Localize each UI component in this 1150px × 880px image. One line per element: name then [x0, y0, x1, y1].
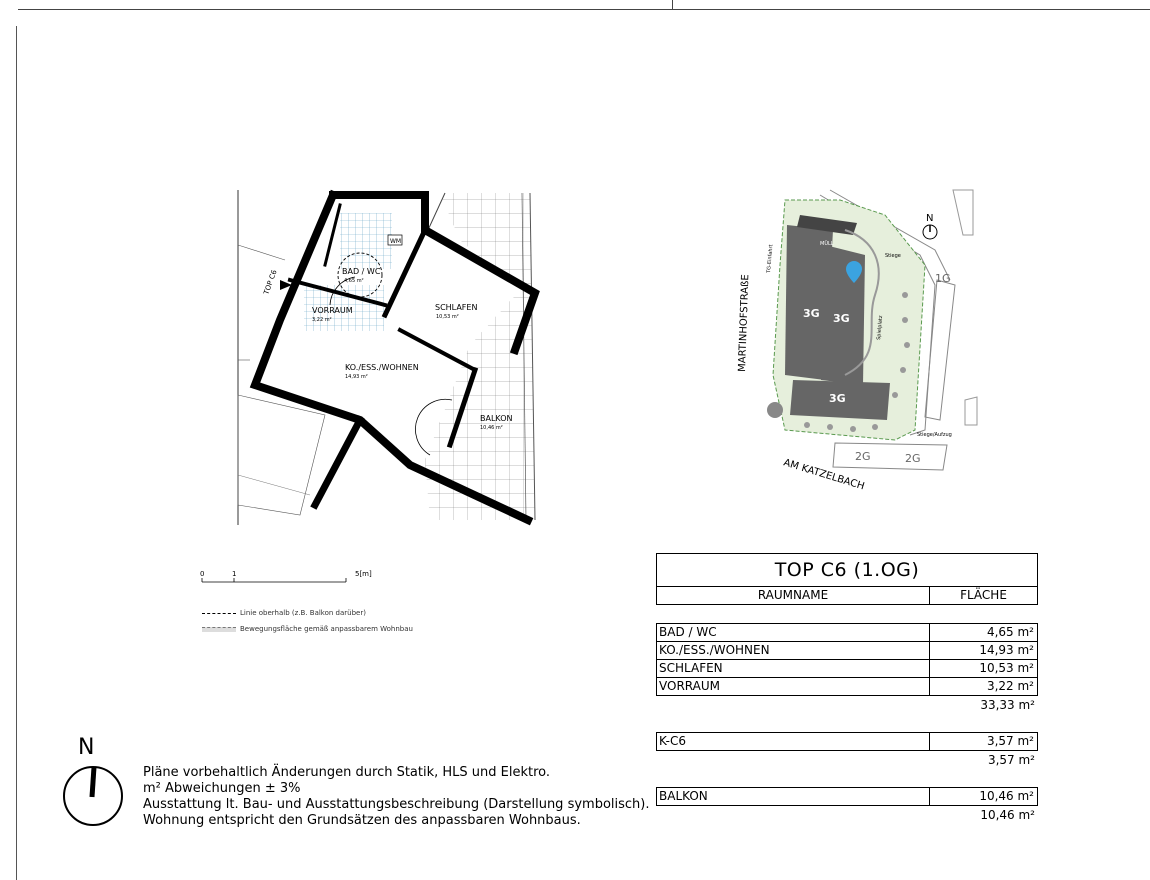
table-row: [656, 787, 1038, 806]
scale-tick-0: 0: [200, 570, 205, 578]
table-title: TOP C6 (1.OG): [656, 553, 1038, 587]
table-row: [656, 678, 1038, 696]
building-label-2g-a: 2G: [855, 450, 871, 463]
note-line: Ausstattung lt. Bau- und Ausstattungsbeschreibung (Darstellung symbolisch).: [143, 797, 650, 812]
room-area-bad: 4,65 m²: [344, 278, 364, 284]
table-header: [656, 587, 1038, 605]
room-name: VORRAUM: [657, 678, 930, 695]
table-row: [656, 732, 1038, 751]
scale-tick-5: 5[m]: [355, 570, 372, 578]
building-label-2g-b: 2G: [905, 452, 921, 465]
building-label-3g-south: 3G: [829, 392, 846, 405]
floor-plan: [230, 185, 540, 530]
column-header-name: RAUMNAME: [657, 587, 930, 604]
street-label-west: MARTINHOFSTRAßE: [737, 274, 752, 373]
room-label-vorraum: VORRAUM: [312, 306, 353, 315]
scale-tick-1: 1: [232, 570, 237, 578]
legend-movement-area: Bewegungsfläche gemäß anpassbarem Wohnbau: [240, 625, 413, 633]
room-area: 3,22 m²: [986, 679, 1034, 693]
room-area-wohnen: 14,93 m²: [345, 374, 368, 380]
left-margin-line: [16, 26, 17, 880]
site-label-spielplatz: Spielplatz: [876, 315, 885, 341]
site-label-mull: MÜLL: [820, 241, 834, 247]
table-row: [656, 623, 1038, 642]
site-north-label: N: [926, 213, 934, 224]
room-area-vorraum: 3,22 m²: [312, 317, 332, 323]
room-name: SCHLAFEN: [657, 660, 930, 677]
group-sum: 3,57 m²: [987, 753, 1035, 767]
note-line: m² Abweichungen ± 3%: [143, 781, 301, 796]
note-line: Wohnung entspricht den Grundsätzen des anpassbaren Wohnbaus.: [143, 813, 581, 828]
scale-bar: [198, 565, 378, 589]
wm-label: WM: [390, 238, 402, 245]
note-line: Pläne vorbehaltlich Änderungen durch Statik, HLS und Elektro.: [143, 765, 551, 780]
group-sum: 33,33 m²: [980, 698, 1035, 712]
building-label-3g-center: 3G: [833, 312, 850, 325]
legend: [202, 609, 413, 633]
room-label-balkon: BALKON: [480, 414, 513, 423]
north-arrow-icon: [60, 730, 130, 830]
room-label-wohnen: KO./ESS./WOHNEN: [345, 363, 419, 372]
street-label-south: AM KATZELBACH: [782, 457, 866, 493]
room-name: BAD / WC: [657, 624, 930, 641]
room-label-schlafen: SCHLAFEN: [435, 303, 478, 312]
site-label-stiege-aufzug: Stiege/Aufzug: [917, 432, 952, 438]
room-name: K-C6: [657, 733, 930, 750]
room-area-schlafen: 10,53 m²: [436, 314, 459, 320]
header-divider: [672, 0, 673, 9]
site-label-stiege: Stiege: [885, 253, 901, 259]
site-plan: [725, 185, 990, 510]
header-border: [18, 9, 1150, 10]
room-area: 14,93 m²: [979, 643, 1034, 657]
room-area-balkon: 10,46 m²: [480, 425, 503, 431]
room-area: 4,65 m²: [986, 625, 1034, 639]
column-header-area: FLÄCHE: [960, 588, 1007, 602]
top-marker-label: TOP C6: [262, 268, 279, 296]
group-sum: 10,46 m²: [980, 808, 1035, 822]
site-label-tg: TG-Einfahrt: [766, 244, 775, 274]
room-group: [656, 623, 1038, 696]
building-label-3g-west: 3G: [803, 307, 820, 320]
building-label-1g: 1G: [935, 272, 951, 285]
area-table: [656, 553, 1038, 824]
table-row: [656, 660, 1038, 678]
table-row: [656, 642, 1038, 660]
room-label-bad: BAD / WC: [342, 267, 381, 276]
north-letter: N: [78, 735, 95, 760]
room-area: 10,46 m²: [979, 789, 1034, 803]
room-area: 3,57 m²: [986, 734, 1034, 748]
room-name: KO./ESS./WOHNEN: [657, 642, 930, 659]
notes: [143, 765, 650, 829]
legend-line-above: Linie oberhalb (z.B. Balkon darüber): [240, 609, 366, 617]
room-area: 10,53 m²: [979, 661, 1034, 675]
room-name: BALKON: [657, 788, 930, 805]
